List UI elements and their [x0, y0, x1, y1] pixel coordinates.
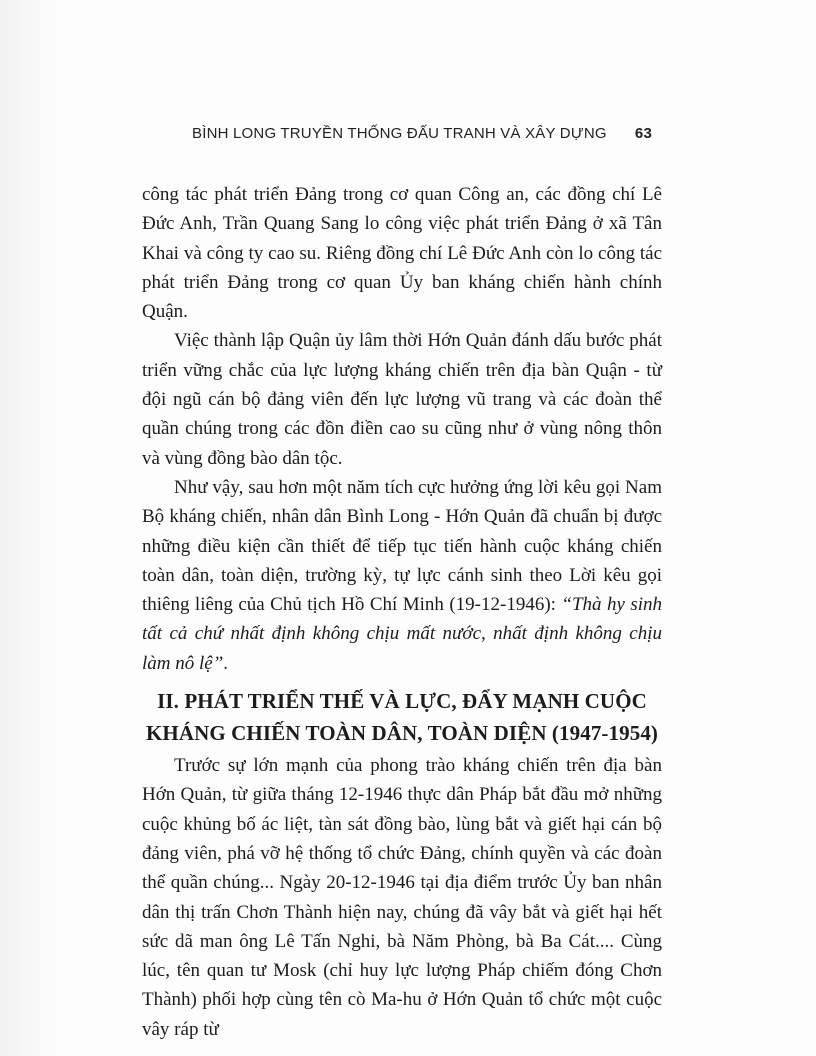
running-title: BÌNH LONG TRUYỀN THỐNG ĐẤU TRANH VÀ XÂY DỰNG	[192, 125, 607, 142]
page-gutter-shadow	[0, 0, 60, 1056]
paragraph-end: .	[223, 652, 229, 674]
section-paragraph: Trước sự lớn mạnh của phong trào kháng chiến trên địa bàn Hớn Quản, từ giữa tháng 12-1946 thực dân Pháp bắt đầu mở những cuộc khủng bố ác liệt, tàn sát đồng bào, lùng bắt và giết hại cán bộ đảng viên, phá vỡ hệ thống tổ chức Đảng, chính quyền và các đoàn thể quần chúng... Ngày 20-12-1946 tại địa điểm trước Ủy ban nhân dân thị trấn Chơn Thành hiện nay, chúng đã vây bắt và giết hại hết sức dã man ông Lê Tấn Nghi, bà Năm Phòng, bà Ba Cát.... Cùng lúc, tên quan tư Mosk (chỉ huy lực lượng Pháp chiếm đóng Chơn Thành) phối hợp cùng tên cò Ma-hu ở Hớn Quản tổ chức một cuộc vây ráp từ	[142, 755, 662, 1040]
section-heading	[142, 685, 662, 749]
paragraph-continued: công tác phát triển Đảng trong cơ quan Công an, các đồng chí Lê Đức Anh, Trần Quang Sang lo công việc phát triển Đảng ở xã Tân Khai và công ty cao su. Riêng đồng chí Lê Đức Anh còn lo công tác phát triển Đảng trong cơ quan Ủy ban kháng chiến hành chính Quận.	[142, 184, 662, 323]
section-heading-line-2: KHÁNG CHIẾN TOÀN DÂN, TOÀN DIỆN (1947-1954)	[145, 721, 659, 746]
page-number: 63	[634, 125, 652, 142]
paragraph: Việc thành lập Quận ủy lâm thời Hớn Quản đánh dấu bước phát triển vững chắc của lực lượng kháng chiến trên địa bàn Quận - từ đội ngũ cán bộ đảng viên đến lực lượng vũ trang và các đoàn thể quần chúng trong các đồn điền cao su cũng như ở vùng nông thôn và vùng đồng bào dân tộc.	[142, 330, 662, 469]
paragraph-with-quote	[142, 473, 662, 678]
paragraph-text: Như vậy, sau hơn một năm tích cực hưởng ứng lời kêu gọi Nam Bộ kháng chiến, nhân dân Bình Long - Hớn Quản đã chuẩn bị được những điều kiện cần thiết để tiếp tục tiến hành cuộc kháng chiến toàn dân, toàn diện, trường kỳ, tự lực cánh sinh theo Lời kêu gọi thiêng liêng của Chủ tịch Hồ Chí Minh (19-12-1946):	[142, 476, 662, 616]
quote-text: “Thà hy sinh tất cả chứ nhất định không chịu mất nước, nhất định không chịu làm nô lệ”	[142, 594, 662, 674]
body-text	[142, 180, 662, 1044]
running-header	[192, 125, 662, 149]
section-heading-line-1: II. PHÁT TRIỂN THẾ VÀ LỰC, ĐẨY MẠNH CUỘC	[157, 689, 647, 714]
